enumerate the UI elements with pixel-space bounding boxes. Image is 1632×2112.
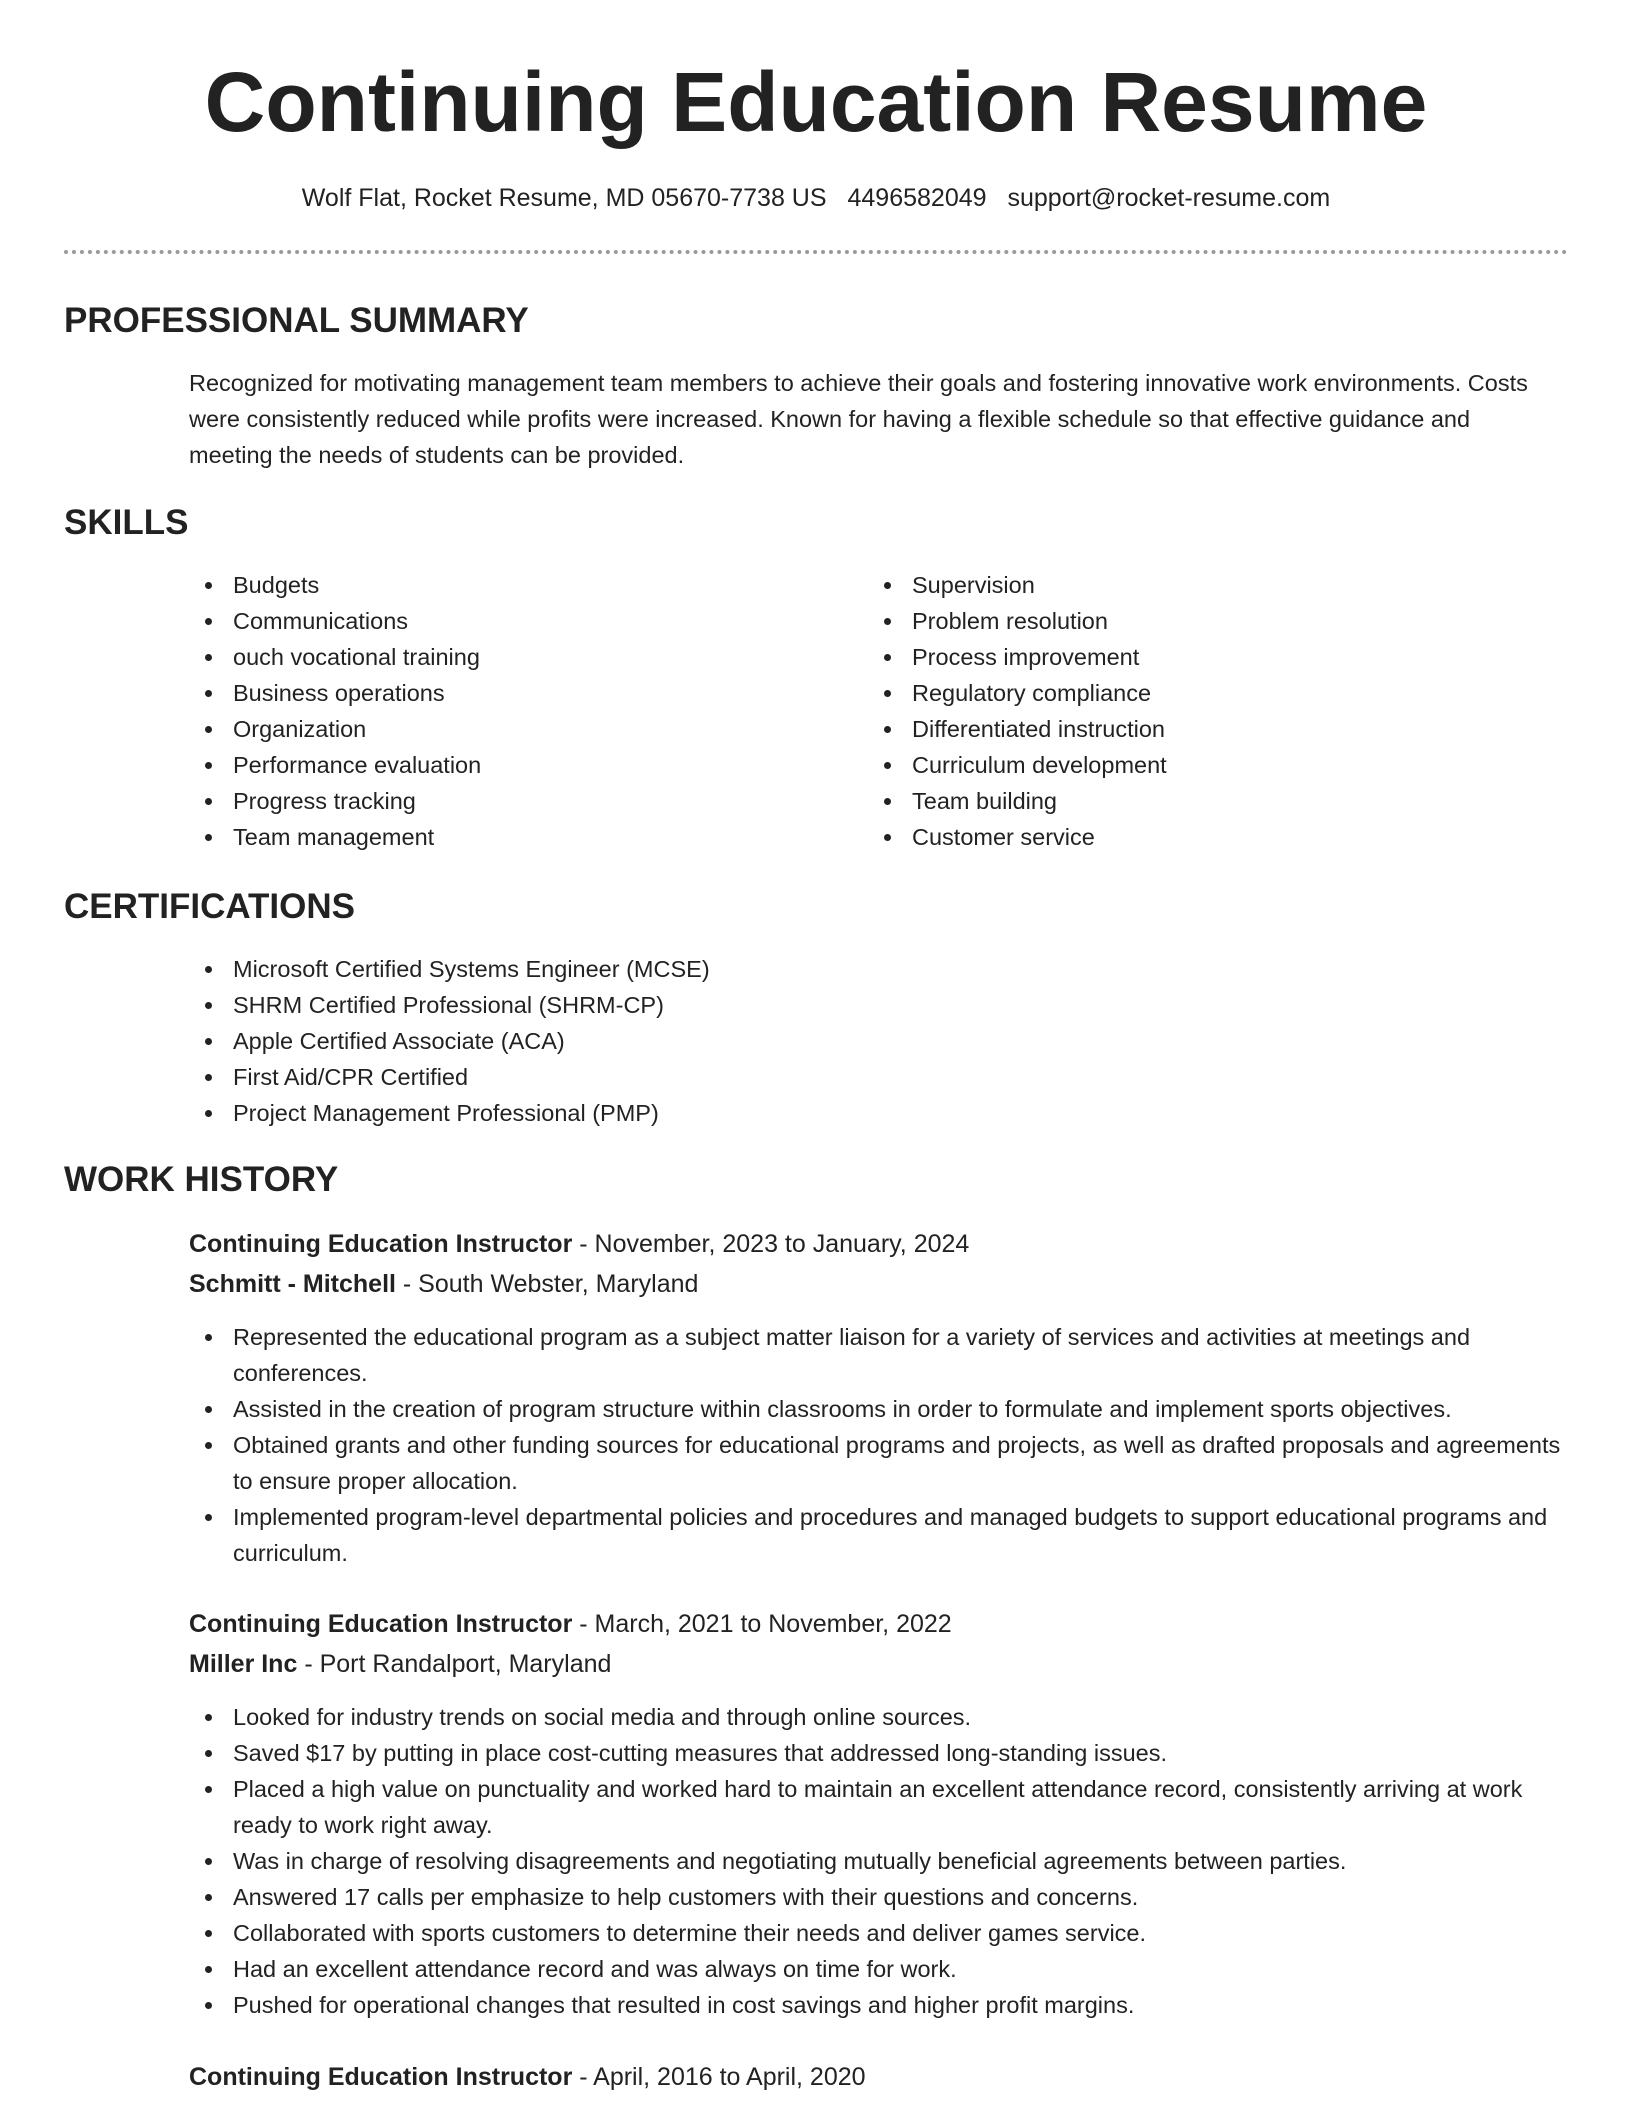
list-item: Regulatory compliance xyxy=(868,675,1508,711)
header-divider xyxy=(64,250,1568,254)
list-item: Represented the educational program as a subject matter liaison for a variety of services and activities at meetings and conferences. xyxy=(189,1319,1569,1391)
list-item: Communications xyxy=(189,603,829,639)
list-item: Collaborated with sports customers to determine their needs and deliver games service. xyxy=(189,1915,1569,1951)
list-item: Project Management Professional (PMP) xyxy=(189,1095,1189,1131)
job-dates: - March, 2021 to November, 2022 xyxy=(572,1610,952,1638)
job-title-line xyxy=(189,1606,952,1642)
job-company: Miller Inc xyxy=(189,1650,298,1678)
list-item: Looked for industry trends on social media and through online sources. xyxy=(189,1699,1569,1735)
list-item: Differentiated instruction xyxy=(868,711,1508,747)
list-item: Team building xyxy=(868,783,1508,819)
list-item: Answered 17 calls per emphasize to help customers with their questions and concerns. xyxy=(189,1879,1569,1915)
list-item: Apple Certified Associate (ACA) xyxy=(189,1023,1189,1059)
list-item: First Aid/CPR Certified xyxy=(189,1059,1189,1095)
list-item: Was in charge of resolving disagreements and negotiating mutually beneficial agreements between parties. xyxy=(189,1843,1569,1879)
job-location: - Port Randalport, Maryland xyxy=(297,1650,612,1678)
list-item: Supervision xyxy=(868,567,1508,603)
job-dates: - April, 2016 to April, 2020 xyxy=(572,2063,866,2091)
contact-email: support@rocket-resume.com xyxy=(1007,184,1331,212)
summary-text: Recognized for motivating management team members to achieve their goals and fostering innovative work environments. Costs were consistently reduced while profits were increased. Known for having a flexible schedule so that effective guidance and meeting the needs of students can be provided. xyxy=(189,370,1528,468)
job-title-line xyxy=(189,2059,866,2095)
contact-address: Wolf Flat, Rocket Resume, MD 05670-7738 US xyxy=(301,184,827,212)
list-item: Obtained grants and other funding sources for educational programs and projects, as well as drafted proposals and agreements to ensure proper allocation. xyxy=(189,1427,1569,1499)
certifications-list xyxy=(189,951,1189,1131)
list-item: Microsoft Certified Systems Engineer (MCSE) xyxy=(189,951,1189,987)
list-item: Assisted in the creation of program structure within classrooms in order to formulate and implement sports objectives. xyxy=(189,1391,1569,1427)
list-item: Team management xyxy=(189,819,829,855)
list-item: Implemented program-level departmental policies and procedures and managed budgets to support educational programs and curriculum. xyxy=(189,1499,1569,1571)
job-duties-list xyxy=(189,1319,1569,1571)
job-role: Continuing Education Instructor xyxy=(189,2063,573,2091)
job-company-line xyxy=(189,1266,698,1302)
resume-title: Continuing Education Resume xyxy=(204,55,1428,149)
skills-list-left xyxy=(189,567,829,855)
list-item: Placed a high value on punctuality and worked hard to maintain an excellent attendance record, consistently arriving at work ready to work right away. xyxy=(189,1771,1569,1843)
summary-heading: PROFESSIONAL SUMMARY xyxy=(64,301,529,340)
list-item: Business operations xyxy=(189,675,829,711)
list-item: Curriculum development xyxy=(868,747,1508,783)
job-company: Schmitt - Mitchell xyxy=(189,1270,396,1298)
list-item: Performance evaluation xyxy=(189,747,829,783)
contact-phone: 4496582049 xyxy=(847,184,987,212)
job-role: Continuing Education Instructor xyxy=(189,1610,573,1638)
certifications-heading: CERTIFICATIONS xyxy=(64,887,356,926)
list-item: Process improvement xyxy=(868,639,1508,675)
list-item: SHRM Certified Professional (SHRM-CP) xyxy=(189,987,1189,1023)
work-history-heading: WORK HISTORY xyxy=(64,1160,339,1199)
job-company-line xyxy=(189,1646,611,1682)
job-title-line xyxy=(189,1226,969,1262)
job-duties-list xyxy=(189,1699,1569,2023)
contact-line xyxy=(0,181,1632,215)
list-item: Had an excellent attendance record and was always on time for work. xyxy=(189,1951,1569,1987)
list-item: Organization xyxy=(189,711,829,747)
job-location: - South Webster, Maryland xyxy=(395,1270,699,1298)
skills-heading: SKILLS xyxy=(64,503,189,542)
list-item: Problem resolution xyxy=(868,603,1508,639)
skills-list-right xyxy=(868,567,1508,855)
list-item: Saved $17 by putting in place cost-cutting measures that addressed long-standing issues. xyxy=(189,1735,1569,1771)
job-role: Continuing Education Instructor xyxy=(189,1230,573,1258)
list-item: Budgets xyxy=(189,567,829,603)
list-item: ouch vocational training xyxy=(189,639,829,675)
job-dates: - November, 2023 to January, 2024 xyxy=(572,1230,970,1258)
list-item: Customer service xyxy=(868,819,1508,855)
list-item: Pushed for operational changes that resulted in cost savings and higher profit margins. xyxy=(189,1987,1569,2023)
list-item: Progress tracking xyxy=(189,783,829,819)
